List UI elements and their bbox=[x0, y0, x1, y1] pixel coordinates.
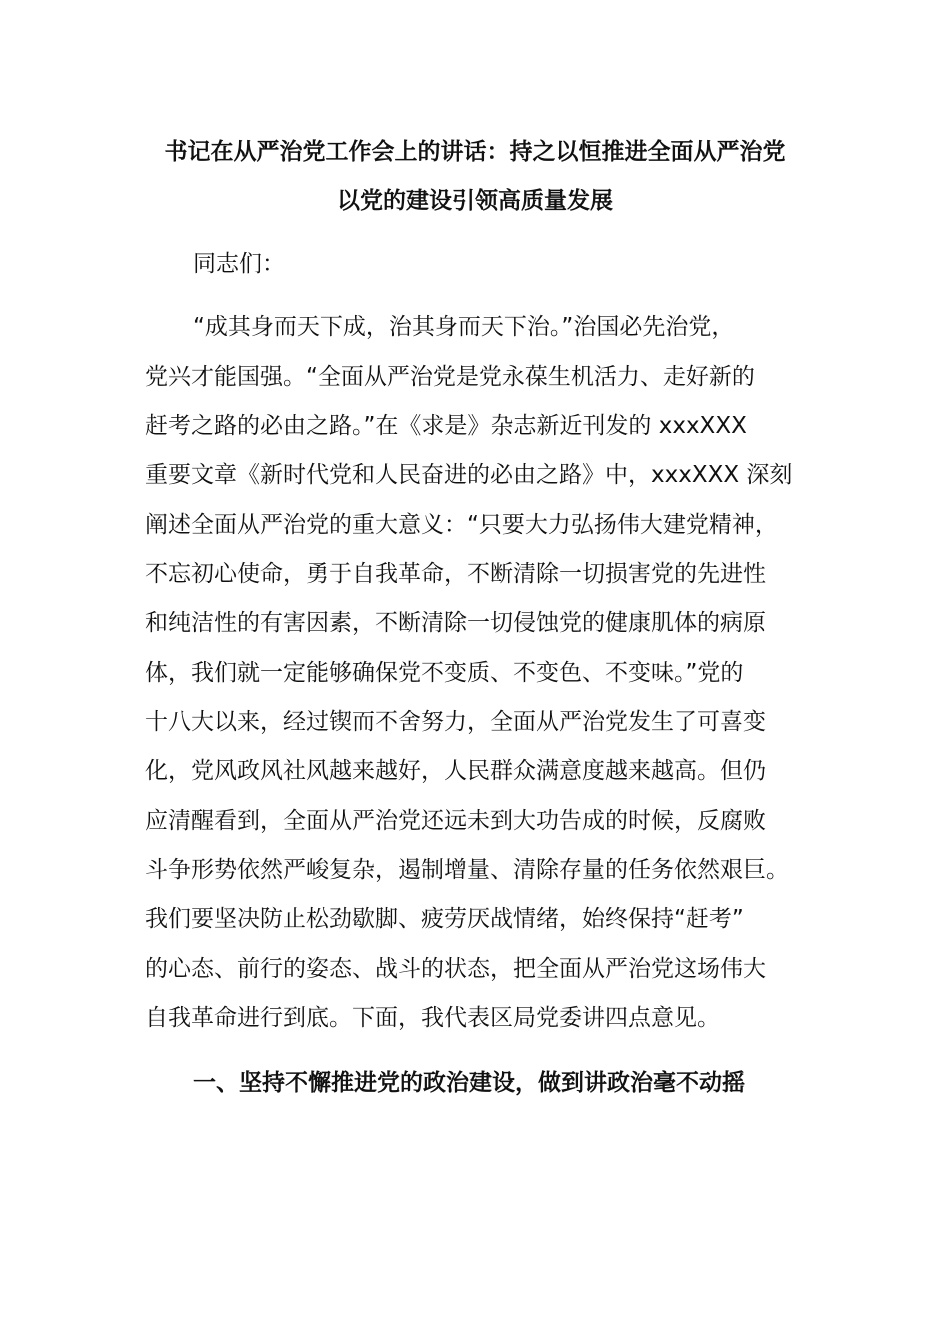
paragraph-line: “成其身而天下成，治其身而天下治。”治国必先治党， bbox=[193, 314, 735, 340]
paragraph-line: 的心态、前行的姿态、战斗的状态，把全面从严治党这场伟大 bbox=[145, 956, 766, 982]
paragraph-line: 党兴才能国强。“全面从严治党是党永葆生机活力、走好新的 bbox=[145, 364, 755, 390]
paragraph-line: 赶考之路的必由之路。”在《求是》杂志新近刊发的 xxxXXX bbox=[145, 413, 747, 439]
salutation: 同志们： bbox=[193, 251, 285, 277]
paragraph-line: 十八大以来，经过锲而不舍努力，全面从严治党发生了可喜变 bbox=[145, 709, 766, 735]
paragraph-line: 重要文章《新时代党和人民奋进的必由之路》中，xxxXXX 深刻 bbox=[145, 462, 793, 488]
paragraph-line: 体，我们就一定能够确保党不变质、不变色、不变味。”党的 bbox=[145, 660, 744, 686]
document-title-line-2: 以党的建设引领高质量发展 bbox=[337, 188, 613, 214]
paragraph-line: 应清醒看到，全面从严治党还远未到大功告成的时候，反腐败 bbox=[145, 808, 766, 834]
paragraph-line: 不忘初心使命，勇于自我革命，不断清除一切损害党的先进性 bbox=[145, 561, 766, 587]
document-title-line-1: 书记在从严治党工作会上的讲话：持之以恒推进全面从严治党 bbox=[164, 139, 786, 165]
section-heading-1: 一、坚持不懈推进党的政治建设，做到讲政治毫不动摇 bbox=[193, 1070, 745, 1096]
paragraph-line: 化，党风政风社风越来越好，人民群众满意度越来越高。但仍 bbox=[145, 758, 766, 784]
paragraph-line: 和纯洁性的有害因素，不断清除一切侵蚀党的健康肌体的病原 bbox=[145, 610, 766, 636]
paragraph-line: 阐述全面从严治党的重大意义：“只要大力弘扬伟大建党精神， bbox=[145, 512, 778, 538]
paragraph-line: 斗争形势依然严峻复杂，遏制增量、清除存量的任务依然艰巨。 bbox=[145, 857, 789, 883]
paragraph-line: 自我革命进行到底。下面，我代表区局党委讲四点意见。 bbox=[145, 1005, 720, 1031]
paragraph-line: 我们要坚决防止松劲歇脚、疲劳厌战情绪，始终保持“赶考” bbox=[145, 906, 744, 932]
